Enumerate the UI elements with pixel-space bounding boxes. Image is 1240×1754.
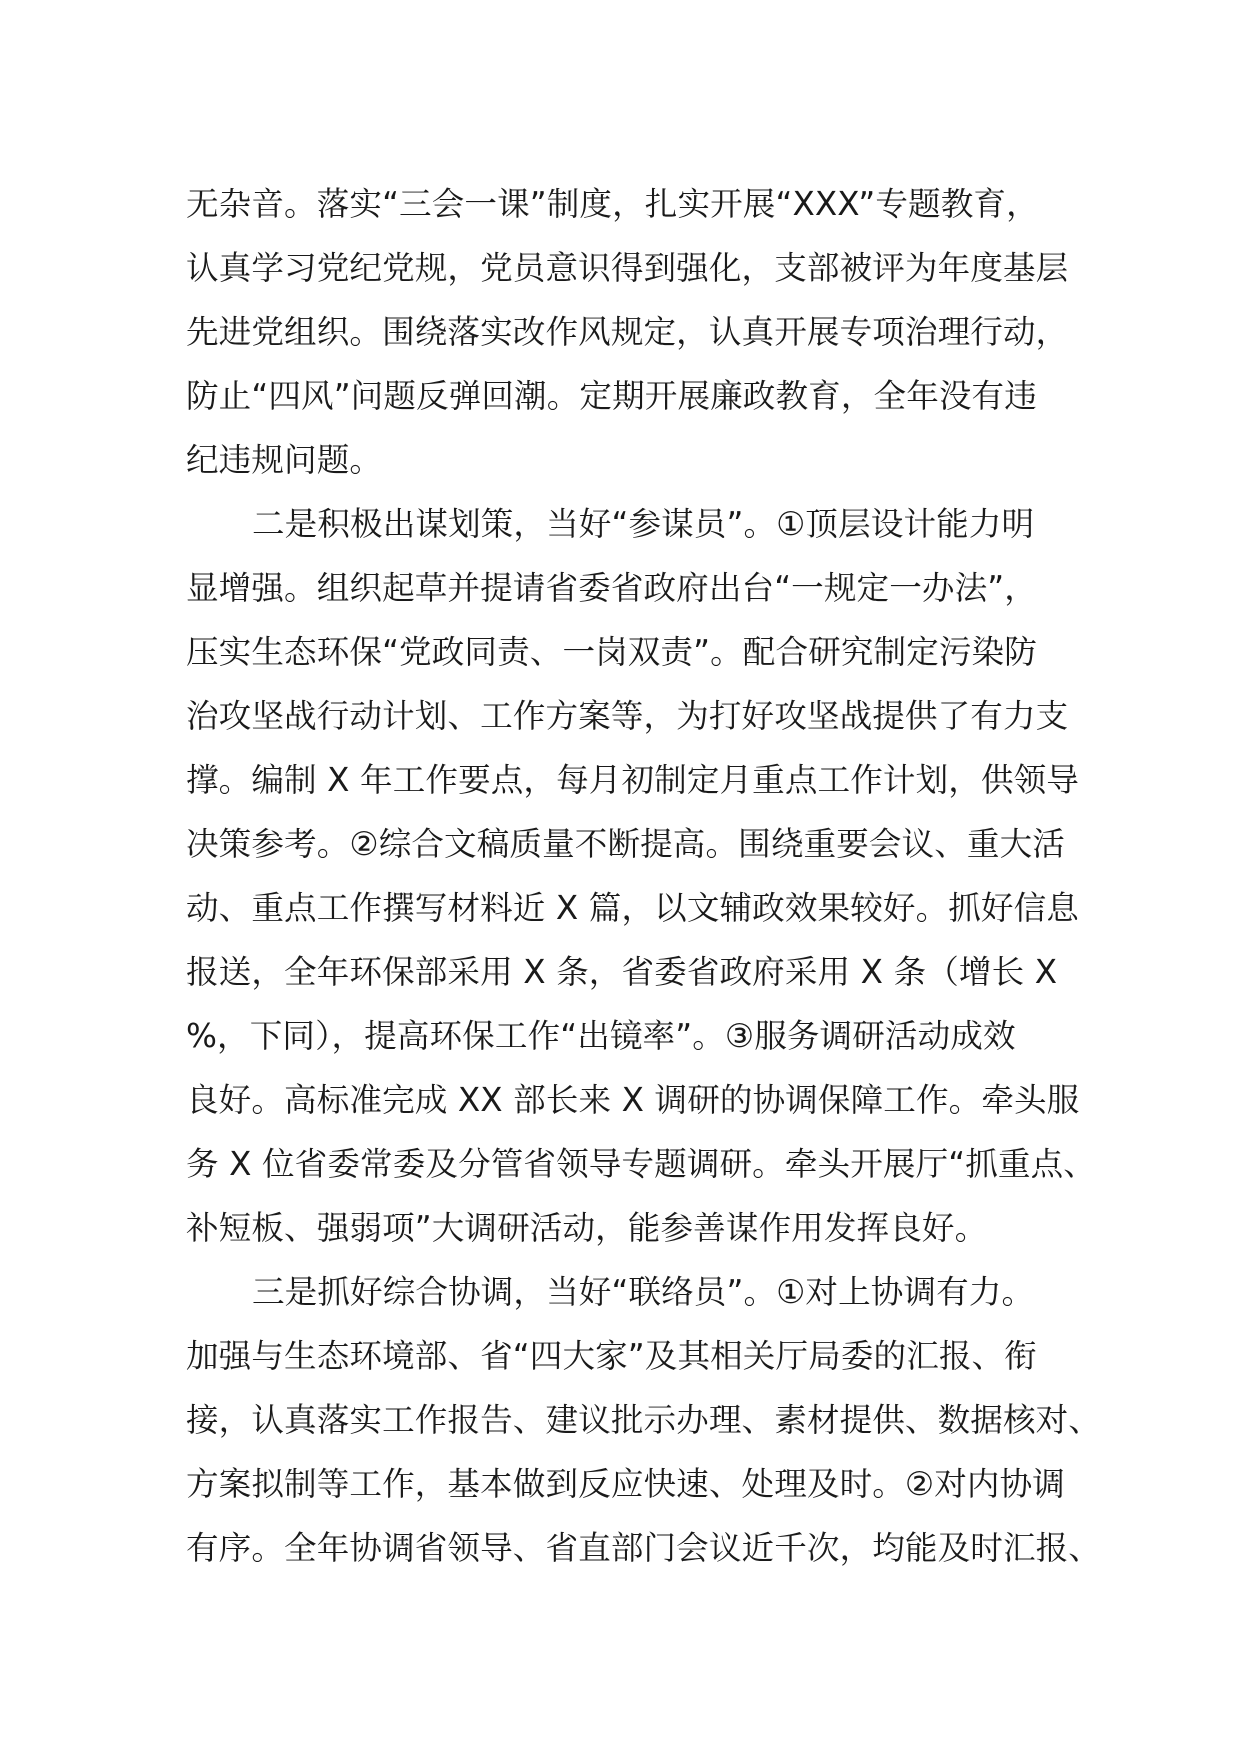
paragraph-first-line: 三是抓好综合协调，当好“联络员”。①对上协调有力。 — [252, 1273, 1035, 1311]
paragraph-first-line: 二是积极出谋划策，当好“参谋员”。①顶层设计能力明 — [252, 505, 1035, 543]
text-line: 加强与生态环境部、省“四大家”及其相关厅局委的汇报、衔 — [186, 1337, 1037, 1375]
text-line: 防止“四风”问题反弹回潮。定期开展廉政教育，全年没有违 — [186, 377, 1037, 415]
text-line: 压实生态环保“党政同责、一岗双责”。配合研究制定污染防 — [186, 633, 1037, 671]
text-line: 撑。编制 X 年工作要点，每月初制定月重点工作计划，供领导 — [186, 761, 1079, 799]
text-line: 纪违规问题。 — [186, 441, 383, 479]
text-line: %，下同），提高环保工作“出镜率”。③服务调研活动成效 — [186, 1017, 1016, 1055]
text-line: 先进党组织。围绕落实改作风规定，认真开展专项治理行动， — [186, 313, 1069, 351]
document-body — [186, 172, 1101, 1580]
text-line: 治攻坚战行动计划、工作方案等，为打好攻坚战提供了有力支 — [186, 697, 1069, 735]
text-line: 方案拟制等工作，基本做到反应快速、处理及时。②对内协调 — [186, 1465, 1065, 1503]
text-line: 显增强。组织起草并提请省委省政府出台“一规定一办法”， — [186, 569, 1037, 607]
text-line: 接，认真落实工作报告、建议批示办理、素材提供、数据核对、 — [186, 1401, 1101, 1439]
text-line: 无杂音。落实“三会一课”制度，扎实开展“XXX”专题教育， — [186, 185, 1039, 223]
text-line: 务 X 位省委常委及分管省领导专题调研。牵头开展厅“抓重点、 — [186, 1145, 1096, 1183]
text-line: 报送，全年环保部采用 X 条，省委省政府采用 X 条（增长 X — [186, 953, 1058, 991]
text-line: 补短板、强弱项”大调研活动，能参善谋作用发挥良好。 — [186, 1209, 988, 1247]
text-line: 认真学习党纪党规，党员意识得到强化，支部被评为年度基层 — [186, 249, 1069, 287]
text-line: 动、重点工作撰写材料近 X 篇，以文辅政效果较好。抓好信息 — [186, 889, 1079, 927]
text-line: 决策参考。②综合文稿质量不断提高。围绕重要会议、重大活 — [186, 825, 1065, 863]
text-line: 良好。高标准完成 XX 部长来 X 调研的协调保障工作。牵头服 — [186, 1081, 1080, 1119]
text-line: 有序。全年协调省领导、省直部门会议近千次，均能及时汇报、 — [186, 1529, 1101, 1567]
